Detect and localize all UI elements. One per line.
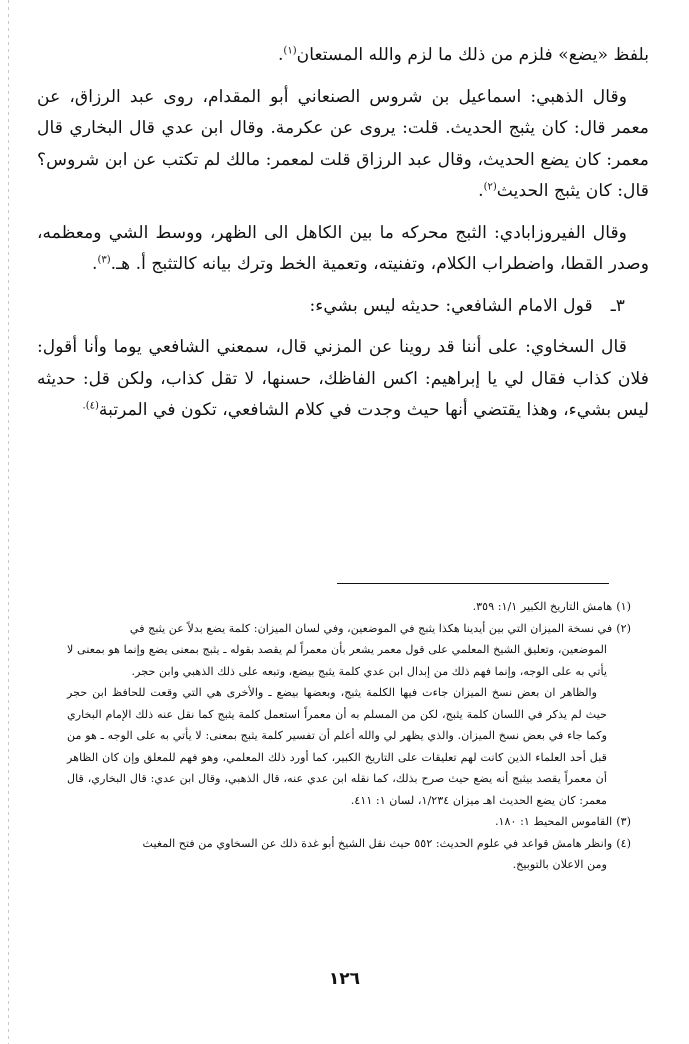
footnote-2: (٢)في نسخة الميزان التي بين أيدينا هكذا يثبج في الموضعين، وفي لسان الميزان: كلمة يضع بدلاً عن يثبج في <box>129 621 631 635</box>
footnote-ref-1: (١) <box>283 45 297 57</box>
footnote-4-number: (٤) <box>616 836 631 850</box>
footnote-1-number: (١) <box>616 600 631 613</box>
footnote-1: (١)هامش التاريخ الكبير ١/١: ٣٥٩. <box>472 600 631 613</box>
footnote-2-number: (٢) <box>616 621 631 635</box>
footnote-4: (٤)وانظر هامش قواعد في علوم الحديث: ٥٥٢ حيث نقل الشيخ أبو غدة ذلك عن السخاوي من فتح المغيث <box>142 836 631 850</box>
paragraph-4: قال السخاوي: على أننا قد روينا عن المزني قال، سمعني الشافعي يوما وأنا أقول: فلان كذاب فقال لي يا إبراهيم: اكس الفاظك، حسنها، لا تقل كذاب، ولكن قل: حديثه ليس بشيء، وهذا يقتضي أنها حيث وجدت في كلام الشافعي، تكون في المرتبة$^{(٤).}$ <box>37 337 649 420</box>
paragraph-2: وقال الذهبي: اسماعيل بن شروس الصنعاني أبو المقدام، روى عبد الرزاق، عن معمر قال: كان يثبج الحديث. قلت: يروى عن عكرمة. وقال ابن عدي قال البخاري قال معمر: كان يضع الحديث، وقال عبد الرزاق قلت لمعمر: مالك لم تكتب عن ابن شروس؟ قال: كان يثبج الحديث$^{(٢)}$. <box>37 86 649 201</box>
footnote-3-number: (٣) <box>616 815 631 828</box>
page-number: ١٢٦ <box>328 969 361 989</box>
scan-edge-line <box>8 0 9 1044</box>
section-number: ٣ـ <box>610 295 625 316</box>
section-heading <box>37 291 649 323</box>
footnote-ref-4: (٤). <box>82 400 99 412</box>
footnote-2-paragraph-2: والظاهر ان بعض نسخ الميزان جاءت فيها الكلمة يثبج، وبعضها بيضع ـ والأخرى هي التي وقعت للحافظ ابن حجر حيث لم يذكر في اللسان كلمة يثبج، لكن من المسلم به أن معمراً استعمل كلمة يثبج كما نقل عنه ذلك الإمام البخاري وكما جاء في بعض نسخ الميزان. والذي يظهر لي والله أعلم أن تفسير كلمة يثبج بمعنى: لا يأتي به على الوجه ـ هو من قبل أحد العلماء الذين كانت لهم تعليقات على التاريخ الكبير، كما أورد ذلك المعلمي، وهو فهم للمعلق وإن كان الظاهر أن معمراً يقصد بيثبج أنه يضع حيث صرح بذلك، كما نقله ابن عدي عنه، قال الذهبي، وقال ابن عدي: قال البخاري، قال معمر: كان يضع الحديث اهـ ميزان ١/٢٣٤، لسان ١: ٤١١. <box>67 686 607 807</box>
footnote-divider <box>337 583 609 584</box>
paragraph-3: وقال الفيروزابادي: الثبج محركه ما بين الكاهل الى الظهر، ووسط الشي ومعظمه، وصدر القطا، واضطراب الكلام، وتفنيته، وتعمية الخط وترك بيانه كالتثبج أ. هـ.$^{(٣)}$. <box>37 222 649 274</box>
footnote-ref-2: (٢) <box>483 181 497 193</box>
footnote-4-continuation: ومن الاعلان بالتوبيخ. <box>512 858 607 871</box>
main-text <box>37 40 649 437</box>
footnote-3: (٣)القاموس المحيط ١: ١٨٠. <box>494 815 631 828</box>
paragraph-1: بلفظ «يضع» فلزم من ذلك ما لزم والله المستعان$^{(١)}$. <box>277 45 649 65</box>
footnote-2-continuation: الموضعين، وتعليق الشيخ المعلمي على قول معمر يشعر بأن معمراً لم يقصد بقوله ـ يثبج بمعنى يضع وإنما هو بمعنى لا يأتي به على الوجه، وإنما فهم ذلك من إبدال ابن عدي كلمة يثبج بيضع، وتبعه على ذلك الذهبي وابن حجر. <box>67 643 607 678</box>
footnotes <box>67 596 631 876</box>
section-title: قول الامام الشافعي: حديثه ليس بشيء: <box>309 295 593 316</box>
footnote-ref-3: (٣) <box>97 254 111 266</box>
